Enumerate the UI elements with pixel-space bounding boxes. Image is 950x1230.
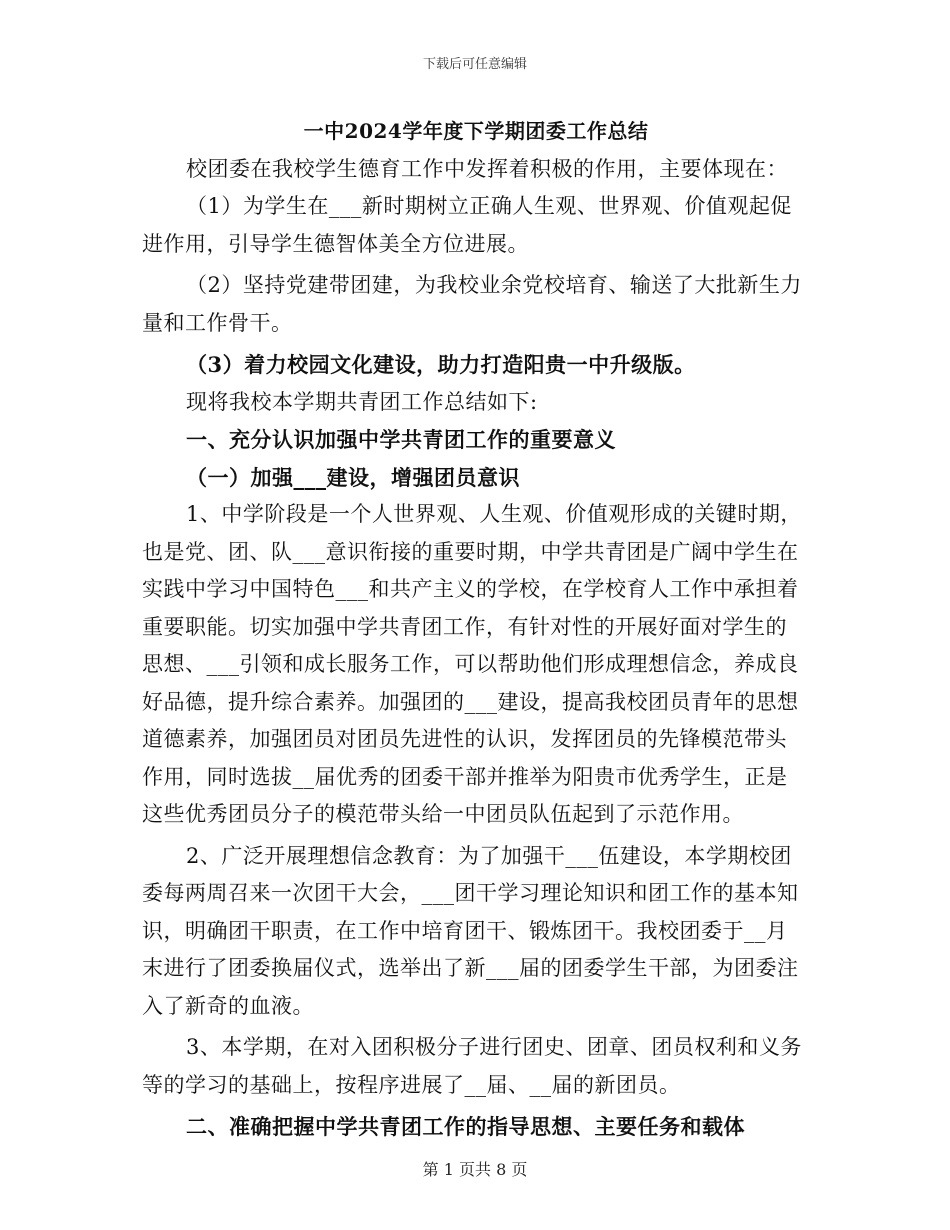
page-number: 第 1 页共 8 页	[422, 1160, 528, 1179]
paragraph-line: 道德素养，加强团员对团员先进性的认识，发挥团员的先锋模范带头	[142, 727, 787, 751]
paragraph-line: 实践中学习中国特色___和共产主义的学校，在学校育人工作中承担着	[142, 577, 799, 601]
paragraph-line: 重要职能。切实加强中学共青团工作，有针对性的开展好面对学生的	[142, 614, 787, 639]
document-title: 一中2024学年度下学期团委工作总结	[303, 119, 649, 143]
header-note: 下载后可任意编辑	[422, 57, 527, 72]
paragraph-line: 等的学习的基础上，按程序进展了__届、__届的新团员。	[142, 1072, 681, 1097]
paragraph-line: 2、广泛开展理想信念教育：为了加强干___伍建设，本学期校团	[186, 843, 792, 868]
paragraph-line: 校团委在我校学生德育工作中发挥着积极的作用，主要体现在：	[186, 156, 788, 181]
paragraph-line: 这些优秀团员分子的模范带头给一中团员队伍起到了示范作用。	[142, 802, 744, 826]
bold-point: （3）着力校园文化建设，助力打造阳贵一中升级版。	[186, 352, 696, 377]
paragraph-line: （1）为学生在___新时期树立正确人生观、世界观、价值观起促	[186, 194, 792, 218]
paragraph-line: 委每两周召来一次团干大会，___团干学习理论知识和团工作的基本知	[142, 881, 799, 905]
paragraph-line: 也是党、团、队___意识衔接的重要时期，中学共青团是广阔中学生在	[142, 539, 799, 564]
paragraph-line: 1、中学阶段是一个人世界观、人生观、价值观形成的关键时期，	[186, 502, 802, 526]
paragraph-line: 末进行了团委换届仪式，选举出了新___届的团委学生干部，为团委注	[142, 956, 799, 980]
paragraph-line: 现将我校本学期共青团工作总结如下:	[186, 389, 538, 414]
section-heading: 二、准确把握中学共青团工作的指导思想、主要任务和载体	[186, 1114, 745, 1139]
paragraph-line: 3、本学期，在对入团积极分子进行团史、团章、团员权利和义务	[186, 1035, 802, 1059]
paragraph-line: 作用，同时选拔__届优秀的团委干部并推举为阳贵市优秀学生，正是	[142, 764, 788, 789]
paragraph-line: 量和工作骨干。	[142, 310, 293, 335]
paragraph-line: 入了新奇的血液。	[142, 993, 314, 1018]
section-heading: 一、充分认识加强中学共青团工作的重要意义	[186, 427, 616, 452]
document-body	[142, 113, 810, 1146]
subsection-heading: （一）加强___建设，增强团员意识	[186, 464, 520, 490]
paragraph-line: （2）坚持党建带团建，为我校业余党校培育、输送了大批新生力	[186, 273, 802, 297]
paragraph-line: 思想、___引领和成长服务工作，可以帮助他们形成理想信念，养成良	[142, 652, 799, 676]
paragraph-line: 识，明确团干职责，在工作中培育团干、锻炼团干。我校团委于__月	[142, 918, 788, 943]
paragraph-line: 进作用，引导学生德智体美全方位进展。	[142, 231, 529, 256]
paragraph-line: 好品德，提升综合素养。加强团的___建设，提高我校团员青年的思想	[142, 689, 799, 714]
